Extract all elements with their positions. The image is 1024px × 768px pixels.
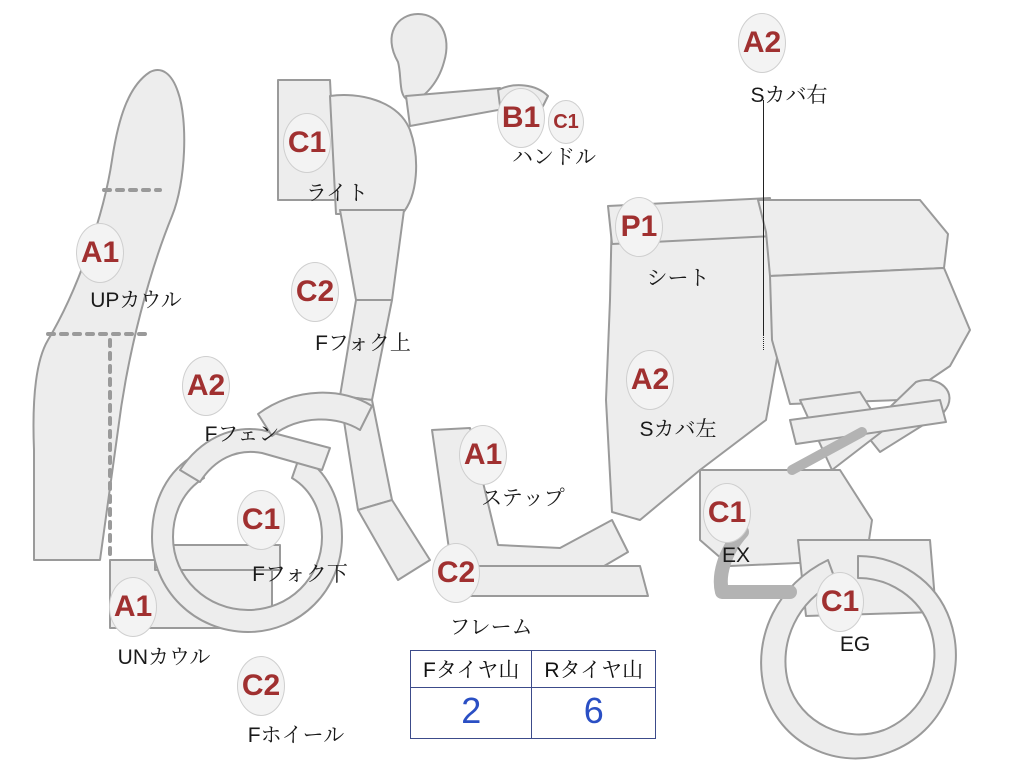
caption-seat: シート [646,267,710,290]
leader-line-s-cover-right [763,100,764,336]
marker-p1-seat[interactable]: P1 [615,197,663,257]
marker-a1-step[interactable]: A1 [459,425,507,485]
caption-un-cowl: UNカウル [117,646,211,669]
marker-c1-exhaust[interactable]: C1 [703,483,751,543]
tire-depth-front-value: 2 [411,688,532,739]
marker-a1-un-cowl[interactable]: A1 [109,577,157,637]
marker-c1-front-fork-lower[interactable]: C1 [237,490,285,550]
caption-front-fork-upper: Fフォク上 [315,332,411,355]
table-header-rear-tire: Rタイヤ山 [532,651,656,688]
caption-front-fender: Fフェン [204,423,280,446]
marker-c2-frame[interactable]: C2 [432,543,480,603]
caption-front-wheel: Fホイール [247,724,345,747]
table-header-row [411,651,656,688]
caption-step: ステップ [481,487,565,510]
caption-frame: フレーム [449,616,533,639]
marker-c1-engine[interactable]: C1 [816,572,864,632]
table-row [411,688,656,739]
caption-exhaust: EX [721,544,751,567]
tire-depth-rear-value: 6 [532,688,656,739]
caption-handle: ハンドル [512,146,596,169]
caption-engine: EG [839,633,871,656]
marker-c2-front-fork-upper[interactable]: C2 [291,262,339,322]
caption-s-cover-right: Sカバ右 [750,84,828,107]
table-header-front-tire: Fタイヤ山 [411,651,532,688]
marker-b1-handle[interactable]: B1 [497,88,545,148]
marker-a1-up-cowl[interactable]: A1 [76,223,124,283]
tire-depth-table [410,650,656,739]
marker-a2-front-fender[interactable]: A2 [182,356,230,416]
caption-light: ライト [305,182,369,205]
marker-c1-light[interactable]: C1 [283,113,331,173]
marker-c1-handle-secondary[interactable]: C1 [548,100,584,144]
caption-front-fork-lower: Fフォク下 [252,563,348,586]
leader-line-s-cover-right-dotted [763,330,764,350]
marker-c2-front-wheel[interactable]: C2 [237,656,285,716]
caption-s-cover-left: Sカバ左 [639,418,717,441]
marker-a2-s-cover-left[interactable]: A2 [626,350,674,410]
caption-up-cowl: UPカウル [90,289,182,312]
marker-a2-s-cover-right[interactable]: A2 [738,13,786,73]
